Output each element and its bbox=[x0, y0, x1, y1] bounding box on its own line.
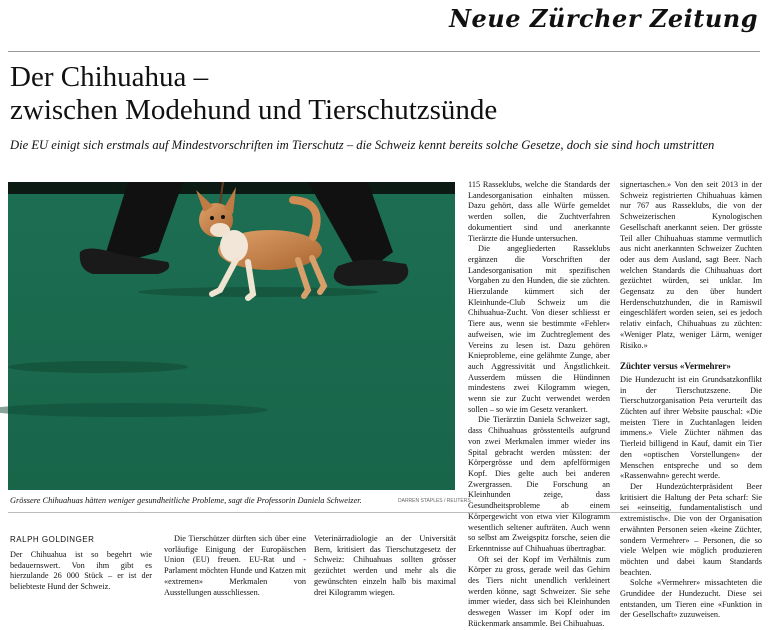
article-paragraph: Der Hundezüchterpräsident Beer kritisiert die Haltung der Peta scharf: Sie sei «einseitig, fundamentalistisch und extremistisch». Die von der Organisation erwähnten Personen seien «keine Züchter, sondern Vermehrer» – Personen, die so viele Welpen wie möglich produzieren möchten und dabei kaum Standards beachten. bbox=[620, 481, 762, 577]
article-column-2 bbox=[164, 534, 306, 597]
article-paragraph: 115 Rasseklubs, welche die Standards der Landesorganisation einhalten müssen. Dazu gehört, dass alle Würfe gemeldet werden sollen, die Zuchtverfahren dokumentiert sind und anerkannte Tierärzte die Hunde untersuchen. bbox=[468, 180, 610, 243]
article-paragraph: Die Tierschützer dürften sich über eine vorläufige Einigung der Europäischen Union (EU) freuen. EU-Rat und -Parlament möchten Hunde und Katzen mit «extremen» Merkmalen von Ausstellungen ausschliessen. bbox=[164, 534, 306, 597]
headline-line-1: Der Chihuahua – bbox=[10, 61, 209, 93]
article-paragraph: Solche «Vermehrer» missachteten die Grundidee der Hundezucht. Diese sei entstanden, um Tieren eine «Funktion in der Gesellschaft» zuzuweisen. bbox=[620, 578, 762, 620]
article-column-4 bbox=[468, 180, 610, 628]
subheadline: Die EU einigt sich erstmals auf Mindestvorschriften im Tierschutz – die Schweiz kennt bereits solche Gesetze, doch sie sind hoch umstritten bbox=[10, 138, 715, 152]
article-paragraph: signertaschen.» Von den seit 2013 in der Schweiz registrierten Chihuahuas kämen nur 767 aus Rasseklubs, die von der Schweizerischen Kynologischen Gesellschaft anerkannt seien. Der grösste Teil aller Chihuahuas stamme vermutlich aus nicht anerkannten Schweizer Zuchten oder aus dem Ausland, sagt Beer. Nach welchen Standards die Chihuahuas dort gezüchtet würden, sei unklar. Im Gegensatz zu den über hundert Herdenschutzhunden, die in Ramiswil eingeschläfert worden seien, sei es jedoch relativ einfach, Chihuahuas zu züchten: «Weniger Platz, weniger Lärm, weniger Risiko.» bbox=[620, 180, 762, 350]
headline-line-2: zwischen Modehund und Tierschutzsünde bbox=[10, 94, 498, 126]
article-column-1 bbox=[10, 550, 152, 592]
article-photo bbox=[8, 182, 455, 490]
chihuahua-photo-illustration bbox=[8, 182, 455, 490]
article-paragraph: Der Chihuahua ist so begehrt wie bedauernswert. Von ihm gibt es hierzulande 26 000 Stück – er ist der beliebteste Hund der Schweiz. bbox=[10, 550, 152, 592]
article-paragraph: Die Hundezucht ist ein Grundsatzkonflikt in der Tierschutzszene. Die Tierschutzorganisation Peta verurteilt das Züchten auf ihrer Website pauschal: «Die meisten Tiere in Zuchtanlagen leiden immens.» Viele Züchter nähmen das Tierleid billigend in Kauf, damit ein Tier den «optischen Vorstellungen» der Menschen entspreche und so dem «Rassenwahn» gerecht werde. bbox=[620, 374, 762, 481]
author-byline: RALPH GOLDINGER bbox=[10, 535, 95, 544]
photo-caption: Grössere Chihuahuas hätten weniger gesundheitliche Probleme, sagt die Professorin Daniela Schweizer. bbox=[10, 496, 362, 505]
article-column-3 bbox=[314, 534, 456, 597]
photo-credit: DARREN STAPLES / REUTERS bbox=[398, 498, 471, 504]
masthead-logo[interactable]: Neue Zürcher Zeitung bbox=[449, 4, 758, 33]
article-paragraph: Oft sei der Kopf im Verhältnis zum Körper zu gross, gerade weil das Gehirn des Tiers nicht unendlich verkleinert werden könne, sagt Schweizer. Sie sehe immer wieder, dass sich bei Kleinhunden deswegen Wasser im Kopf oder im Rückenmark ansammle. Bei Chihuahuas. bbox=[468, 554, 610, 628]
article-paragraph: Die angegliederten Rasseklubs ergänzen die Vorschriften der Landesorganisation mit spezifischen Vorgaben zu den Hunden, die sie züchten. Hierzulande kümmert sich der Kleinhunde-Club Schweiz um die Chihuahua-Zucht. Von dieser schliesst er Tiere aus, wenn sie bestimmte «Fehler» aufweisen, wie im Zuchtreglement des Vereins zu lesen ist. Dazu gehören Knieprobleme, eine gelähmte Zunge, aber auch Aggressivität und Ängstlichkeit. Ausserdem müssen die Hündinnen mindestens zwei Kilogramm wiegen, wenn sie zur Zucht verwendet werden sollen – so wie im Gesetz verankert. bbox=[468, 244, 610, 414]
article-paragraph: Die Tierärztin Daniela Schweizer sagt, dass Chihuahuas grösstenteils aufgrund von zwei Merkmalen immer wieder ins Spital gebracht werden müssten: der Körpergrösse und dem apfelförmigen Kopf. Dies gelte auch bei anderen Zwergrassen. Die Forschung an Kleinhunden zeige, dass Gesundheitsprobleme ab einem Körpergewicht von etwa vier Kilogramm wesentlich seltener aufträten. Auch wenn so selbst am Zweigspitz forsche, seien die Erkenntnisse auf Chihuahuas übertragbar. bbox=[468, 415, 610, 553]
masthead-rule bbox=[8, 51, 760, 52]
article-column-5 bbox=[620, 180, 762, 620]
article-paragraph: Veterinärradiologie an der Universität Bern, kritisiert das Tierschutzgesetz der Schweiz: Chihuahuas sollten grösser gezüchtet werden und mehr als die gewünschten einzeln halb bis maximal drei Kilogramm wiegen. bbox=[314, 534, 456, 597]
headline bbox=[10, 61, 750, 127]
section-heading: Züchter versus «Vermehrer» bbox=[620, 361, 731, 372]
